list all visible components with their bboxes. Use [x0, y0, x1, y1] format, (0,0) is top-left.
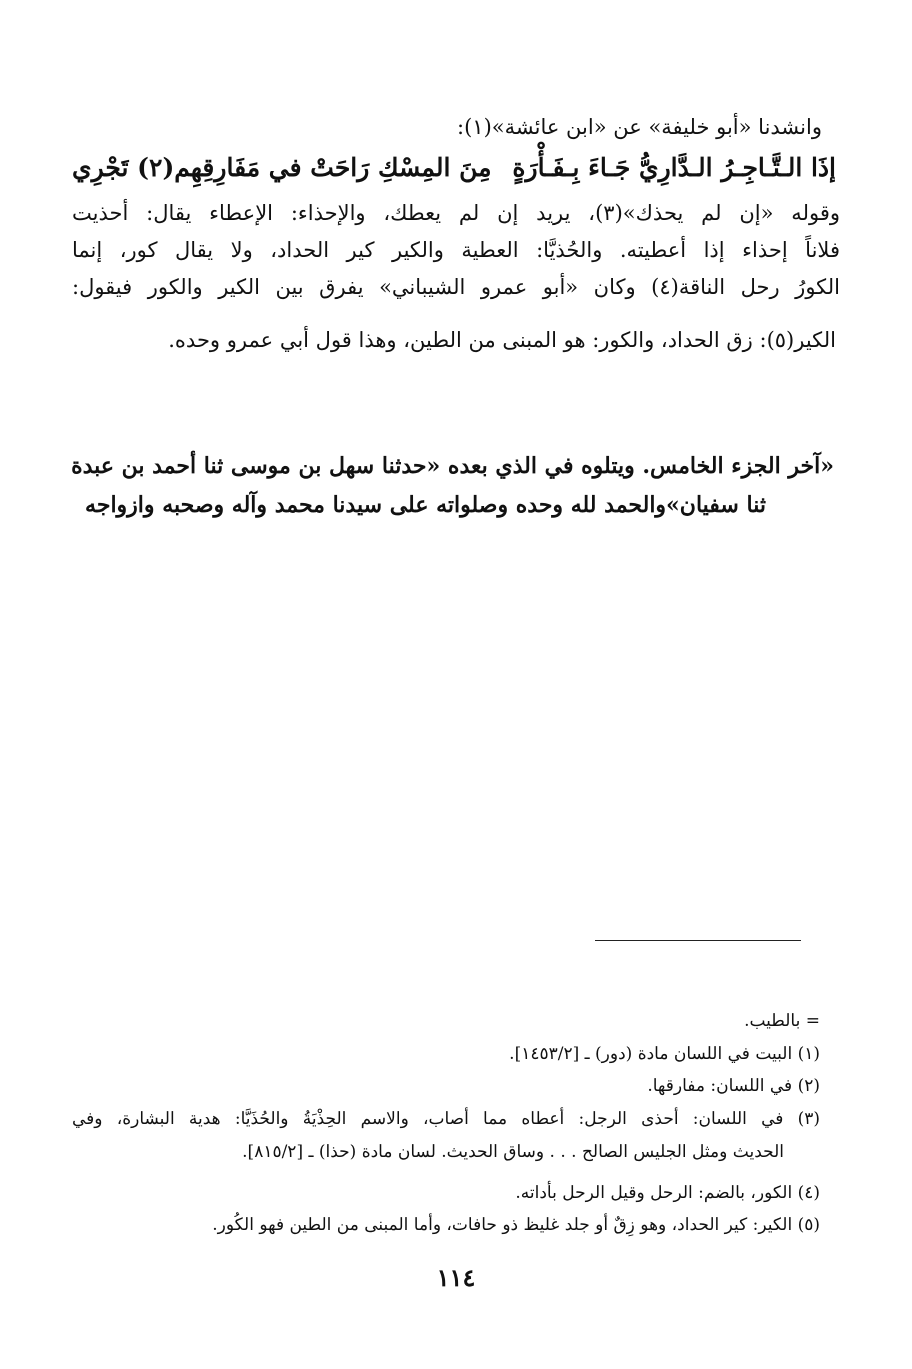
footnote-4: (٤) الكور، بالضم: الرحل وقيل الرحل بأداته.: [515, 1183, 820, 1203]
footnote-3: (٣) في اللسان: أحذى الرجل: أعطاه مما أصاب، والاسم الحِذْيَةُ والحُذَيَّا: هدية البشارة، وفي: [72, 1109, 820, 1129]
paragraph-line: فلاناً إحذاء إذا أعطيته. والحُذيَّا: العطية والكير كير الحداد، ولا يقال كور، إنما: [72, 238, 840, 262]
page-number: ١١٤: [436, 1263, 476, 1292]
poetry-verse: [72, 148, 836, 188]
footnote-5: (٥) الكير: كير الحداد، وهو زِقٌ أو جلد غليظ ذو حافات، وأما المبنى من الطين فهو الكُور.: [212, 1215, 820, 1235]
paragraph-line: الكير(٥): زق الحداد، والكور: هو المبنى من الطين، وهذا قول أبي عمرو وحده.: [168, 328, 836, 352]
verse-second-hemistich: مِنَ المِسْكِ رَاحَتْ في مَفَارِقِهِم(٢) تَجْرِي: [72, 153, 492, 182]
footnote-1: (١) البيت في اللسان مادة (دور) ـ [١٤٥٣/٢].: [509, 1044, 820, 1064]
footnote-separator: [595, 940, 801, 941]
paragraph-line: وقوله «إن لم يحذك»(٣)، يريد إن لم يعطك، والإحذاء: الإعطاء يقال: أحذيت: [72, 201, 840, 225]
paragraph-line: الكورُ رحل الناقة(٤) وكان «أبو عمرو الشيباني» يفرق بين الكير والكور فيقول:: [72, 275, 841, 299]
colophon-line: ثنا سفيان»والحمد لله وحده وصلواته على سيدنا محمد وآله وصحبه وازواجه: [85, 492, 766, 518]
footnote-continuation: = بالطيب.: [744, 1011, 820, 1031]
footnote-2: (٢) في اللسان: مفارقها.: [647, 1076, 820, 1096]
colophon-line: «آخر الجزء الخامس. ويتلوه في الذي بعده «حدثنا سهل بن موسى ثنا أحمد بن عبدة: [71, 453, 834, 479]
verse-first-hemistich: إذَا الـتَّـاجِـرُ الـدَّارِيُّ جَـاءَ بِـفَـأْرَةٍ: [512, 153, 836, 182]
footnote-3-continued: الحديث ومثل الجليس الصالح . . . وساق الحديث. لسان مادة (حذا) ـ [٨١٥/٢].: [242, 1142, 784, 1162]
intro-line: وانشدنا «أبو خليفة» عن «ابن عائشة»(١):: [457, 115, 822, 139]
